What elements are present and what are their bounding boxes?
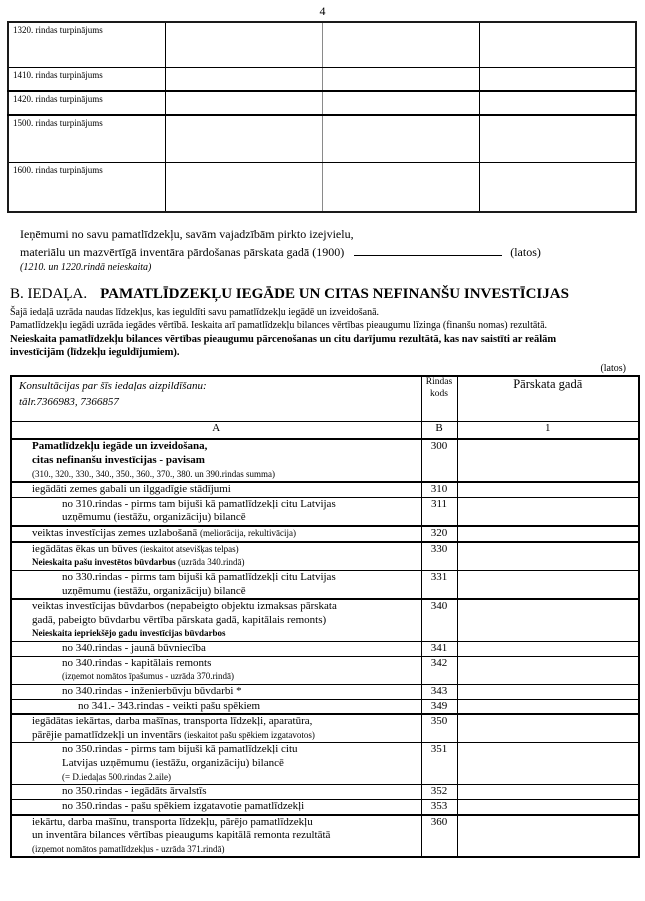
value-cell <box>457 482 639 497</box>
empty-cell <box>165 22 322 68</box>
table-row <box>11 599 639 641</box>
empty-cell <box>165 68 322 92</box>
section-b-table <box>10 375 640 858</box>
column-letter-a: A <box>11 422 421 440</box>
code-column-header <box>421 376 457 422</box>
row-text-segment: veiktas investīcijas zemes uzlabošanā <box>32 527 200 540</box>
empty-cell <box>479 115 636 163</box>
row-text-segment: Pamatlīdzekļu iegāde un izveidošana, <box>32 440 208 453</box>
row-text-segment: iegādātas iekārtas, darba mašīnas, transporta līdzekļi, aparatūra, <box>32 715 313 728</box>
section-b-heading <box>10 286 638 303</box>
row-description <box>11 799 421 814</box>
empty-cell <box>479 22 636 68</box>
empty-cell <box>479 68 636 92</box>
row-text-segment: pārējie pamatlīdzekļi un inventārs <box>32 728 185 741</box>
row-text-segment: iegādātas ēkas un būves <box>32 542 141 555</box>
row-description <box>11 785 421 800</box>
row-description-line <box>62 771 421 785</box>
value-cell <box>457 599 639 641</box>
row-text-segment: Neieskaita pašu investētos būvdarbus <box>32 557 179 568</box>
row-description <box>11 542 421 571</box>
row-code: 330 <box>421 542 457 571</box>
table-row <box>11 785 639 800</box>
row-description <box>11 482 421 497</box>
income-note-line2 <box>20 243 638 261</box>
row-description-line <box>62 800 421 814</box>
continuation-row-label: 1420. rindas turpinājums <box>8 91 165 115</box>
column-letter-row <box>11 422 639 440</box>
value-cell <box>457 743 639 785</box>
consultation-phone: tālr.7366983, 7366857 <box>19 395 119 408</box>
income-note-exclusion: (1210. un 1220.rindā neieskaita) <box>20 262 152 274</box>
empty-cell <box>322 115 479 163</box>
unit-note: (latos) <box>600 363 626 375</box>
table-row <box>11 699 639 714</box>
continuation-row-label: 1500. rindas turpinājums <box>8 115 165 163</box>
table-row <box>11 815 639 858</box>
row-description-line <box>32 843 421 857</box>
row-description-line <box>62 642 421 656</box>
consultation-line1: Konsultācijas par šīs iedaļas aizpildīšanu: <box>19 380 207 393</box>
row-description-line <box>32 543 421 557</box>
row-text-segment: (ieskaitot pašu spēkiem izgatavotos) <box>184 729 315 740</box>
row-description <box>11 642 421 657</box>
row-text-segment: uzņēmumu (iestāžu, organizāciju) bilancē <box>62 511 246 524</box>
row-text-segment: citas nefinanšu investīcijas - pavisam <box>32 453 205 466</box>
value-cell <box>457 642 639 657</box>
row-code: 310 <box>421 482 457 497</box>
section-table-body <box>11 439 639 857</box>
row-description-line <box>62 585 421 599</box>
row-description <box>11 570 421 599</box>
continuation-row-label: 1410. rindas turpinājums <box>8 68 165 92</box>
section-b-para3-line2: investīcijām (līdzekļu ieguldījumiem). <box>10 347 180 359</box>
section-b-para3-line1: Neieskaita pamatlīdzekļu bilances vērtības pieaugumu pārcenošanas un citu darījumu rezultātā, kas nav saistīti ar reālām <box>10 333 557 345</box>
income-note-line2-text: materiālu un mazvērtīgā inventāra pārdošanas pārskata gadā (1900) <box>20 244 345 259</box>
row-text-segment: (izņemot nomātos pamatlīdzekļus - uzrāda 371.rindā) <box>32 843 225 854</box>
row-text-segment: no 340.rindas - inženierbūvju būvdarbi * <box>62 684 242 697</box>
row-code: 341 <box>421 642 457 657</box>
row-code: 353 <box>421 799 457 814</box>
row-code: 340 <box>421 599 457 641</box>
row-description-line <box>32 454 421 468</box>
row-code: 343 <box>421 684 457 699</box>
value-cell <box>457 656 639 684</box>
row-text-segment: no 341.- 343.rindas - veikti pašu spēkiem <box>78 699 261 712</box>
row-description-line <box>62 657 421 671</box>
section-b-label: B. IEDAĻA. <box>10 286 88 303</box>
table-row <box>8 115 636 163</box>
row-description <box>11 526 421 542</box>
table-row <box>11 656 639 684</box>
value-cell <box>457 714 639 743</box>
row-code: 360 <box>421 815 457 858</box>
row-description-line <box>62 571 421 585</box>
table-row <box>8 91 636 115</box>
row-text-segment: uzņēmumu (iestāžu, organizāciju) bilancē <box>62 584 246 597</box>
section-b-para2: Pamatlīdzekļu iegādi uzrāda iegādes vērtībā. Ieskaita arī pamatlīdzekļu bilances vērtības pieaugumu līzinga (finanšu nomas) rezultātā. <box>10 320 548 332</box>
row-description-line <box>32 715 421 729</box>
empty-cell <box>322 68 479 92</box>
row-description-line <box>62 511 421 525</box>
page-number: 4 <box>319 4 326 18</box>
row-description-line <box>32 816 421 830</box>
row-text-segment: no 350.rindas - pašu spēkiem izgatavotie pamatlīdzekļi <box>62 799 305 812</box>
table-row <box>8 163 636 213</box>
code-column-header-line2: kods <box>430 388 448 399</box>
row-description <box>11 743 421 785</box>
row-code: 311 <box>421 497 457 526</box>
income-note-line1: Ieņēmumi no savu pamatlīdzekļu, savām vajadzībām pirkto izejvielu, <box>20 227 354 241</box>
consultation-note <box>12 377 421 412</box>
table-row <box>11 799 639 814</box>
income-note-unit: (latos) <box>510 244 541 259</box>
row-text-segment: Latvijas uzņēmumu (iestāžu, organizāciju) bilancē <box>62 757 284 770</box>
value-cell <box>457 526 639 542</box>
row-description-line <box>32 627 421 641</box>
row-code: 342 <box>421 656 457 684</box>
value-cell <box>457 785 639 800</box>
row-text-segment: no 310.rindas - pirms tam bijuši kā pamatlīdzekļi citu Latvijas <box>62 497 336 510</box>
table-row <box>8 68 636 92</box>
empty-cell <box>165 163 322 213</box>
row-text-segment: veiktas investīcijas būvdarbos (nepabeigto objektu izmaksas pārskata <box>32 600 337 613</box>
row-code: 350 <box>421 714 457 743</box>
column-letter-b: B <box>421 422 457 440</box>
row-text-segment: (meliorācija, rekultivācija) <box>200 528 296 539</box>
consultation-cell <box>11 376 421 422</box>
row-description-line <box>62 685 421 699</box>
row-code: 349 <box>421 699 457 714</box>
row-code: 351 <box>421 743 457 785</box>
section-b-title: PAMATLĪDZEKĻU IEGĀDE UN CITAS NEFINANŠU INVESTĪCIJAS <box>100 286 569 303</box>
table-row <box>11 684 639 699</box>
table-row <box>11 642 639 657</box>
table-row <box>11 439 639 482</box>
row-description <box>11 656 421 684</box>
table-row <box>11 482 639 497</box>
value-cell <box>457 699 639 714</box>
row-text-segment: iekārtu, darba mašīnu, transporta līdzekļu, pārējo pamatlīdzekļu <box>32 815 313 828</box>
row-text-segment: no 350.rindas - iegādāts ārvalstīs <box>62 785 207 798</box>
empty-cell <box>322 22 479 68</box>
row-description-line <box>32 440 421 454</box>
row-description <box>11 699 421 714</box>
row-text-segment: (= D.iedaļas 500.rindas 2.aile) <box>62 771 172 782</box>
row-description-line <box>62 743 421 757</box>
row-text-segment: Neieskaita iepriekšējo gadu investīcijas būvdarbos <box>32 628 226 639</box>
row-description-line <box>32 556 421 570</box>
row-text-segment: (uzrāda 340.rindā) <box>178 557 245 568</box>
row-description-line <box>62 670 421 684</box>
row-description-line <box>32 729 421 743</box>
row-description <box>11 497 421 526</box>
row-text-segment: no 340.rindas - kapitālais remonts <box>62 656 212 669</box>
row-text-segment: no 330.rindas - pirms tam bijuši kā pamatlīdzekļi citu Latvijas <box>62 570 336 583</box>
row-code: 331 <box>421 570 457 599</box>
row-description-line <box>62 498 421 512</box>
table-row <box>11 743 639 785</box>
row-description <box>11 815 421 858</box>
row-code: 300 <box>421 439 457 482</box>
table-row <box>11 526 639 542</box>
section-b-para1: Šajā iedaļā uzrāda naudas līdzekļus, kas ieguldīti savu pamatlīdzekļu iegādē un izveidošanā. <box>10 307 380 319</box>
empty-cell <box>479 91 636 115</box>
empty-cell <box>322 163 479 213</box>
row-description-line <box>32 483 421 497</box>
row-text-segment: gadā, pabeigto būvdarbu vērtība pārskata gadā, kapitālais remonts) <box>32 613 327 626</box>
row-description-line <box>32 614 421 628</box>
continuation-table <box>7 21 637 213</box>
row-description <box>11 684 421 699</box>
row-text-segment: (310., 320., 330., 340., 350., 360., 370., 380. un 390.rindas summa) <box>32 468 275 479</box>
empty-cell <box>165 91 322 115</box>
table-row <box>11 714 639 743</box>
income-note <box>20 227 638 274</box>
table-row <box>11 570 639 599</box>
row-description-line <box>32 468 421 482</box>
table-row <box>11 497 639 526</box>
table-row <box>11 542 639 571</box>
row-description-line <box>78 700 421 714</box>
row-description-line <box>62 785 421 799</box>
row-text-segment: (ieskaitot atsevišķas telpas) <box>140 543 239 554</box>
table-header-row <box>11 376 639 422</box>
column-letter-1: 1 <box>457 422 639 440</box>
continuation-row-label: 1320. rindas turpinājums <box>8 22 165 68</box>
row-text-segment: iegādāti zemes gabali un ilggadīgie stādījumi <box>32 483 231 496</box>
table-row <box>8 22 636 68</box>
row-text-segment: (izņemot nomātos īpašumus - uzrāda 370.rindā) <box>62 671 234 682</box>
row-description <box>11 439 421 482</box>
row-description-line <box>62 757 421 771</box>
value-cell <box>457 497 639 526</box>
value-cell <box>457 439 639 482</box>
code-column-header-line1: Rindas <box>425 377 453 388</box>
continuation-table-body <box>8 22 636 212</box>
row-description-line <box>32 527 421 541</box>
value-cell <box>457 815 639 858</box>
empty-cell <box>165 115 322 163</box>
value-cell <box>457 684 639 699</box>
row-code: 352 <box>421 785 457 800</box>
row-description <box>11 599 421 641</box>
value-cell <box>457 570 639 599</box>
value-cell <box>457 542 639 571</box>
section-b-description <box>10 306 638 360</box>
amount-blank-field <box>354 243 502 256</box>
value-column-header: Pārskata gadā <box>457 376 639 422</box>
empty-cell <box>322 91 479 115</box>
row-text-segment: un inventāra bilances vērtības pieaugums kapitālā remonta rezultātā <box>32 829 331 842</box>
row-text-segment: no 350.rindas - pirms tam bijuši kā pamatlīdzekļi citu <box>62 743 298 756</box>
row-description-line <box>32 829 421 843</box>
row-code: 320 <box>421 526 457 542</box>
value-cell <box>457 799 639 814</box>
empty-cell <box>479 163 636 213</box>
row-description <box>11 714 421 743</box>
row-text-segment: no 340.rindas - jaunā būvniecība <box>62 642 206 655</box>
row-description-line <box>32 600 421 614</box>
continuation-row-label: 1600. rindas turpinājums <box>8 163 165 213</box>
